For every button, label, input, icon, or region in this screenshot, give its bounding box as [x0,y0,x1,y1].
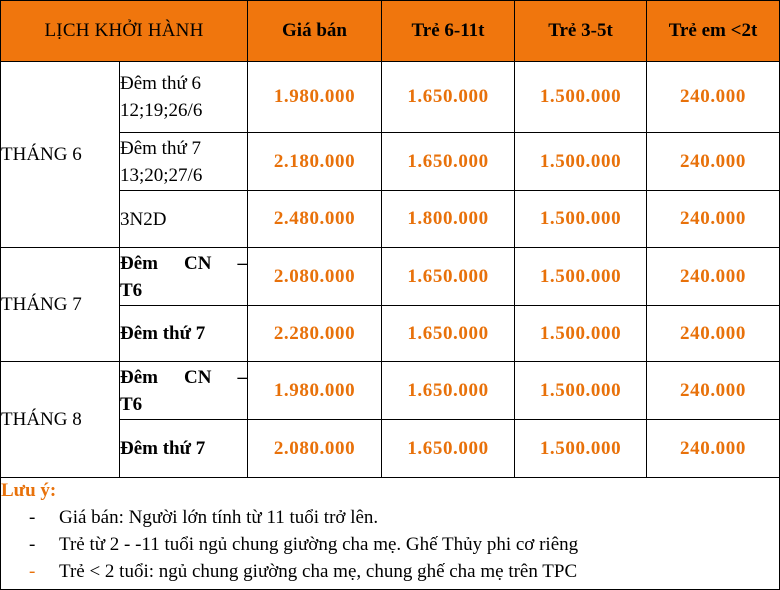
adult-price: 2.480.000 [248,191,382,248]
adult-price: 2.080.000 [248,420,382,478]
departure-line: Đêm thứ 7 [120,137,202,159]
adult-price: 1.980.000 [248,62,382,133]
departure-line: Đêm thứ 7 [120,323,206,344]
departure-line: Đêm CN – [120,252,248,274]
departure-dates: 12;19;26/6 [120,100,203,121]
table-row [1,362,780,420]
child-3-5-price: 1.500.000 [515,133,647,191]
departure-dates: 13;20;27/6 [120,164,203,186]
table-row [1,62,780,133]
header-row [1,1,780,62]
note-text: Trẻ từ 2 - -11 tuổi ngủ chung giường cha mẹ. Ghế Thủy phi cơ riêng [59,534,579,555]
child-6-11-price: 1.650.000 [382,306,515,362]
departure-line: Đêm thứ 6 [120,73,202,94]
child-3-5-price: 1.500.000 [515,306,647,362]
departure-line: Đêm CN – [120,366,248,388]
adult-price: 1.980.000 [248,362,382,420]
table-row [1,248,780,306]
note-text: Trẻ < 2 tuổi: ngủ chung giường cha mẹ, chung ghế cha mẹ trên TPC [59,561,578,582]
child-3-5-price: 1.500.000 [515,191,647,248]
adult-price: 2.280.000 [248,306,382,362]
header-child-6-11: Trẻ 6-11t [382,1,515,62]
child-3-5-price: 1.500.000 [515,62,647,133]
note-item [1,558,779,585]
departure-cell [120,248,248,306]
child-3-5-price: 1.500.000 [515,420,647,478]
child-6-11-price: 1.650.000 [382,62,515,133]
departure-cell [120,133,248,191]
header-infant: Trẻ em <2t [647,1,780,62]
header-price: Giá bán [248,1,382,62]
infant-price: 240.000 [647,248,780,306]
note-dash: - [29,534,36,555]
adult-price: 2.180.000 [248,133,382,191]
child-3-5-price: 1.500.000 [515,248,647,306]
note-item [1,504,779,531]
infant-price: 240.000 [647,362,780,420]
infant-price: 240.000 [647,306,780,362]
child-6-11-price: 1.800.000 [382,191,515,248]
note-dash: - [29,507,36,528]
note-dash: - [29,561,36,582]
notes-cell [1,478,780,590]
notes-row [1,478,780,590]
notes-title: Lưu ý: [1,480,57,501]
note-item [1,531,779,558]
infant-price: 240.000 [647,191,780,248]
month-label: THÁNG 6 [1,62,120,248]
note-text: Giá bán: Người lớn tính từ 11 tuổi trở lên. [59,507,379,528]
child-6-11-price: 1.650.000 [382,362,515,420]
departure-cell [120,62,248,133]
departure-dates: T6 [120,279,143,301]
month-label: THÁNG 7 [1,248,120,362]
infant-price: 240.000 [647,133,780,191]
header-schedule: LỊCH KHỞI HÀNH [1,1,248,62]
month-label: THÁNG 8 [1,362,120,478]
departure-cell [120,420,248,478]
infant-price: 240.000 [647,62,780,133]
infant-price: 240.000 [647,420,780,478]
departure-cell [120,191,248,248]
departure-cell [120,306,248,362]
adult-price: 2.080.000 [248,248,382,306]
header-child-3-5: Trẻ 3-5t [515,1,647,62]
child-6-11-price: 1.650.000 [382,420,515,478]
child-3-5-price: 1.500.000 [515,362,647,420]
departure-line: 3N2D [120,208,167,230]
departure-cell [120,362,248,420]
departure-line: Đêm thứ 7 [120,438,206,459]
child-6-11-price: 1.650.000 [382,133,515,191]
departure-dates: T6 [120,393,143,415]
child-6-11-price: 1.650.000 [382,248,515,306]
